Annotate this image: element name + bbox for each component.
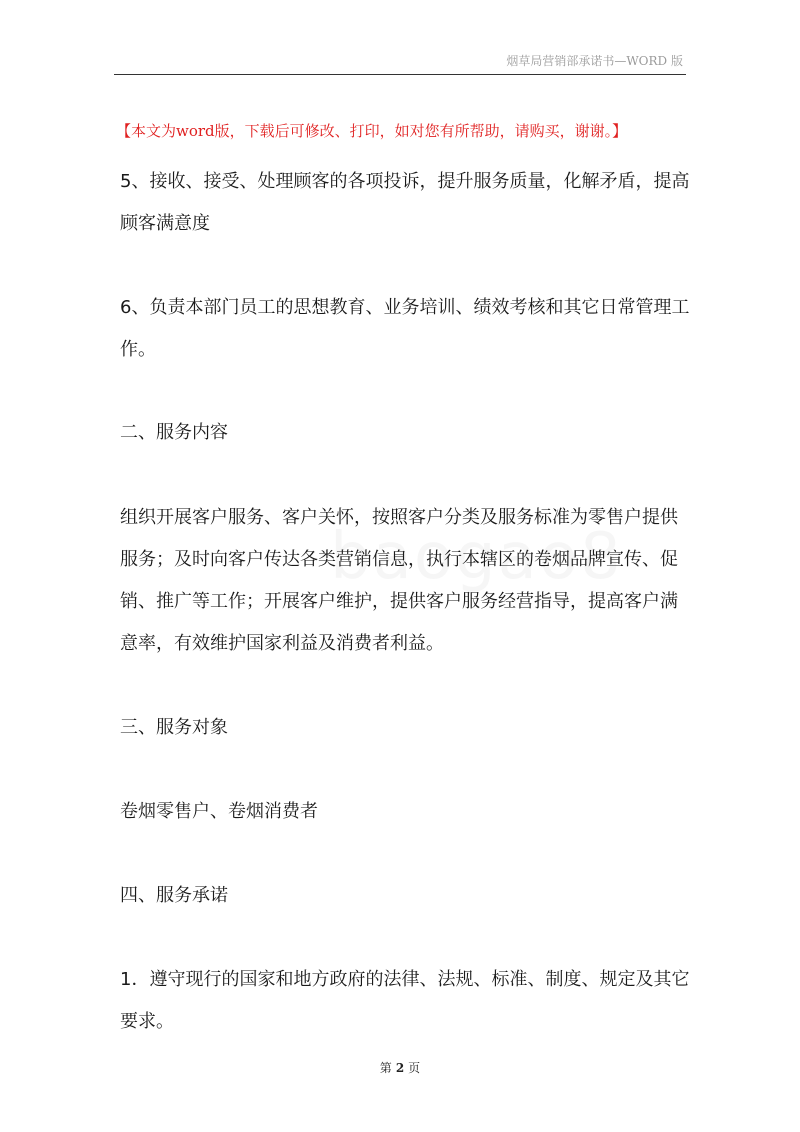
paragraph-commitment-1: 1．遵守现行的国家和地方政府的法律、法规、标准、制度、规定及其它要求。 [120,969,690,1032]
footer-suffix: 页 [408,1061,421,1075]
paragraph-item-6: 6、负责本部门员工的思想教育、业务培训、绩效考核和其它日常管理工作。 [120,297,690,360]
section-heading-service-commitment: 四、服务承诺 [120,885,228,906]
paragraph-service-content: 组织开展客户服务、客户关怀，按照客户分类及服务标准为零售户提供服务；及时向客户传达各类营销信息，执行本辖区的卷烟品牌宣传、促销、推广等工作；开展客户维护，提供客户服务经营指导，提高客户满意率，有效维护国家利益及消费者利益。 [120,507,678,654]
page-footer [0,1059,800,1076]
page-number: 2 [395,1061,405,1075]
section-heading-service-target: 三、服务对象 [120,717,228,738]
section-heading-service-content: 二、服务内容 [120,422,228,443]
purchase-notice: 【本文为word版，下载后可修改、打印，如对您有所帮助，请购买，谢谢。】 [116,122,628,140]
paragraph-service-target: 卷烟零售户、卷烟消费者 [120,801,318,822]
paragraph-item-5: 5、接收、接受、处理顾客的各项投诉，提升服务质量，化解矛盾，提高顾客满意度 [120,171,690,234]
header-rule [114,74,686,75]
running-header: 烟草局营销部承诺书—WORD 版 [506,54,683,68]
footer-prefix: 第 [379,1061,392,1075]
